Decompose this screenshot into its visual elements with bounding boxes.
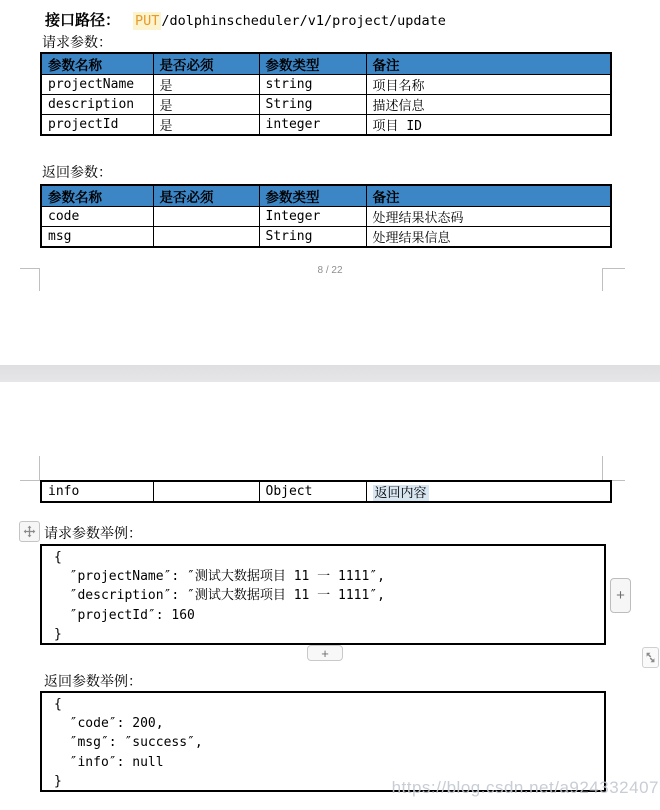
move-handle-icon[interactable] xyxy=(19,521,40,542)
table-cell: projectName xyxy=(41,75,153,95)
column-header: 参数类型 xyxy=(259,53,366,75)
response-params-table-continued xyxy=(40,480,612,503)
code-line: ″description″: ″测试大数据项目 11 一 1111″, xyxy=(54,588,385,604)
column-header: 是否必须 xyxy=(153,53,259,75)
table-row xyxy=(41,75,611,95)
table-cell: 处理结果状态码 xyxy=(366,207,611,227)
table-cell: Integer xyxy=(259,207,366,227)
api-path-line xyxy=(45,11,446,31)
table-cell: code xyxy=(41,207,153,227)
table-header-row xyxy=(41,185,611,207)
response-params-label: 返回参数： xyxy=(42,164,112,180)
api-path-text: /dolphinscheduler/v1/project/update xyxy=(161,13,446,29)
code-line: { xyxy=(54,697,62,712)
table-header-row xyxy=(41,53,611,75)
api-path-label: 接口路径： xyxy=(45,12,121,29)
table-row xyxy=(41,95,611,115)
table-cell: 描述信息 xyxy=(366,95,611,115)
table-cell: 处理结果信息 xyxy=(366,227,611,248)
table-cell xyxy=(153,227,259,248)
page-corner-mark xyxy=(20,456,40,481)
table-cell: Object xyxy=(259,481,366,502)
response-example-code xyxy=(40,691,606,792)
code-line: ″msg″: ″success″, xyxy=(54,735,203,751)
page-number-indicator: 8 / 22 xyxy=(317,265,343,276)
request-params-label: 请求参数： xyxy=(42,34,112,50)
table-cell: msg xyxy=(41,227,153,248)
request-params-table xyxy=(40,52,612,136)
table-row xyxy=(41,115,611,136)
api-method-badge: PUT xyxy=(135,13,160,29)
table-cell: info xyxy=(41,481,153,502)
table-cell: 是 xyxy=(153,115,259,136)
watermark-text: https://blog.csdn.net/a924332407 xyxy=(391,778,659,797)
table-cell: 项目 ID xyxy=(366,115,611,136)
table-cell xyxy=(153,481,259,502)
table-cell: 是 xyxy=(153,95,259,115)
code-line: ″info″: null xyxy=(54,754,164,770)
resize-diagonal-icon[interactable] xyxy=(642,647,659,668)
add-column-button[interactable]: + xyxy=(610,578,631,613)
code-line: ″projectName″: ″测试大数据项目 11 一 1111″, xyxy=(54,569,385,585)
column-header: 备注 xyxy=(366,53,611,75)
table-row xyxy=(41,481,611,502)
table-cell: String xyxy=(259,95,366,115)
page-corner-mark xyxy=(602,456,625,481)
add-row-button[interactable]: + xyxy=(307,645,343,661)
column-header: 参数类型 xyxy=(259,185,366,207)
request-example-code xyxy=(40,544,606,645)
column-header: 参数名称 xyxy=(41,53,153,75)
table-row xyxy=(41,227,611,248)
table-cell: 项目名称 xyxy=(366,75,611,95)
table-cell xyxy=(153,207,259,227)
code-line: } xyxy=(54,626,62,642)
code-line: { xyxy=(54,550,62,565)
code-line: ″projectId″: 160 xyxy=(54,607,195,623)
table-cell: 返回内容 xyxy=(366,481,611,502)
page-separator xyxy=(0,365,660,382)
table-cell: 是 xyxy=(153,75,259,95)
table-cell: integer xyxy=(259,115,366,136)
table-cell: projectId xyxy=(41,115,153,136)
response-example-label: 返回参数举例： xyxy=(44,673,142,689)
table-cell: string xyxy=(259,75,366,95)
column-header: 是否必须 xyxy=(153,185,259,207)
column-header: 参数名称 xyxy=(41,185,153,207)
table-row xyxy=(41,207,611,227)
diagonal-arrows-glyph xyxy=(645,651,656,664)
column-header: 备注 xyxy=(366,185,611,207)
table-cell: String xyxy=(259,227,366,248)
response-params-table xyxy=(40,184,612,248)
code-line: ″code″: 200, xyxy=(54,716,164,732)
move-arrows-glyph xyxy=(23,525,36,538)
table-cell: description xyxy=(41,95,153,115)
request-example-label: 请求参数举例： xyxy=(44,525,142,541)
code-line: } xyxy=(54,773,62,789)
